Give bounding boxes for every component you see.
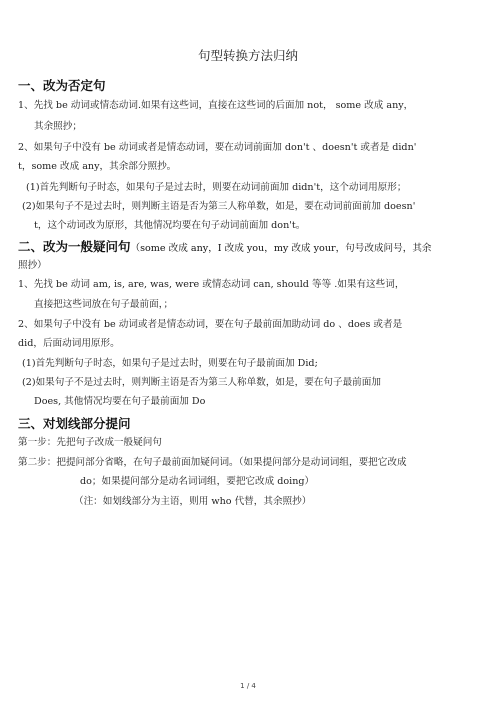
- body-line: Does, 其他情况均要在句子最前面加 Do: [34, 396, 206, 407]
- body-line: 直接把这些词放在句子最前面，；: [34, 299, 174, 310]
- body-line: (2)如果句子不是过去时，则判断主语是否为第三人称单数，如是，要在动词前面前加 doesn': [22, 201, 416, 212]
- section-heading-question: [18, 239, 432, 257]
- body-line: do；如果提问部分是动名词词组，要把它改成 doing）: [80, 476, 315, 487]
- body-line: 2、如果句子中没有 be 动词或者是情态动词，要在动词前面加 don't 、doesn't 或者是 didn': [18, 142, 417, 153]
- section-heading-underline-question: 三、对划线部分提问: [18, 416, 131, 431]
- section-heading-label: 二、改为一般疑问句: [18, 239, 131, 254]
- section-heading-negative: 一、改为否定句: [18, 78, 106, 93]
- body-line: t，some 改成 any，其余部分照抄。: [18, 161, 177, 172]
- body-line: did，后面动词用原形。: [18, 338, 120, 349]
- body-line: 1、先找 be 动词或情态动词.如果有这些词，直接在这些词的后面加 not， some 改成 any，: [18, 100, 414, 111]
- body-line: 照抄）: [18, 260, 47, 271]
- body-line: （注：如划线部分为主语，则用 who 代替，其余照抄）: [74, 496, 312, 507]
- section-heading-note: （some 改成 any，I 改成 you，my 改成 your，句号改成问号，其余: [130, 243, 432, 254]
- body-line: (1)首先判断句子时态，如果句子是过去时，则要在句子最前面加 Did;: [22, 358, 318, 369]
- body-line: 2、如果句子中没有 be 动词或者是情态动词，要在句子最前面加助动词 do 、does 或者是: [18, 319, 403, 330]
- body-line: (2)如果句子不是过去时，则判断主语是否为第三人称单数，如是，要在句子最前面加: [22, 377, 381, 388]
- body-line: 第一步：先把句子改成一般疑问句: [18, 437, 162, 448]
- page-number: 1 / 4: [240, 682, 256, 690]
- page-title: 句型转换方法归纳: [197, 48, 298, 63]
- body-line: t，这个动词改为原形，其他情况均要在句子动词前面加 don't。: [34, 220, 306, 231]
- body-line: 1、先找 be 动词 am, is, are, was, were 或情态动词 can, should 等等 .如果有这些词，: [18, 279, 405, 290]
- body-line: 其余照抄；: [34, 121, 82, 132]
- body-line: (1)首先判断句子时态，如果句子是过去时，则要在动词前面加 didn't，这个动词用原形；: [26, 182, 407, 193]
- body-line: 第二步：把提问部分省略，在句子最前面加疑问词。（如果提问部分是动词词组，要把它改成: [18, 457, 407, 468]
